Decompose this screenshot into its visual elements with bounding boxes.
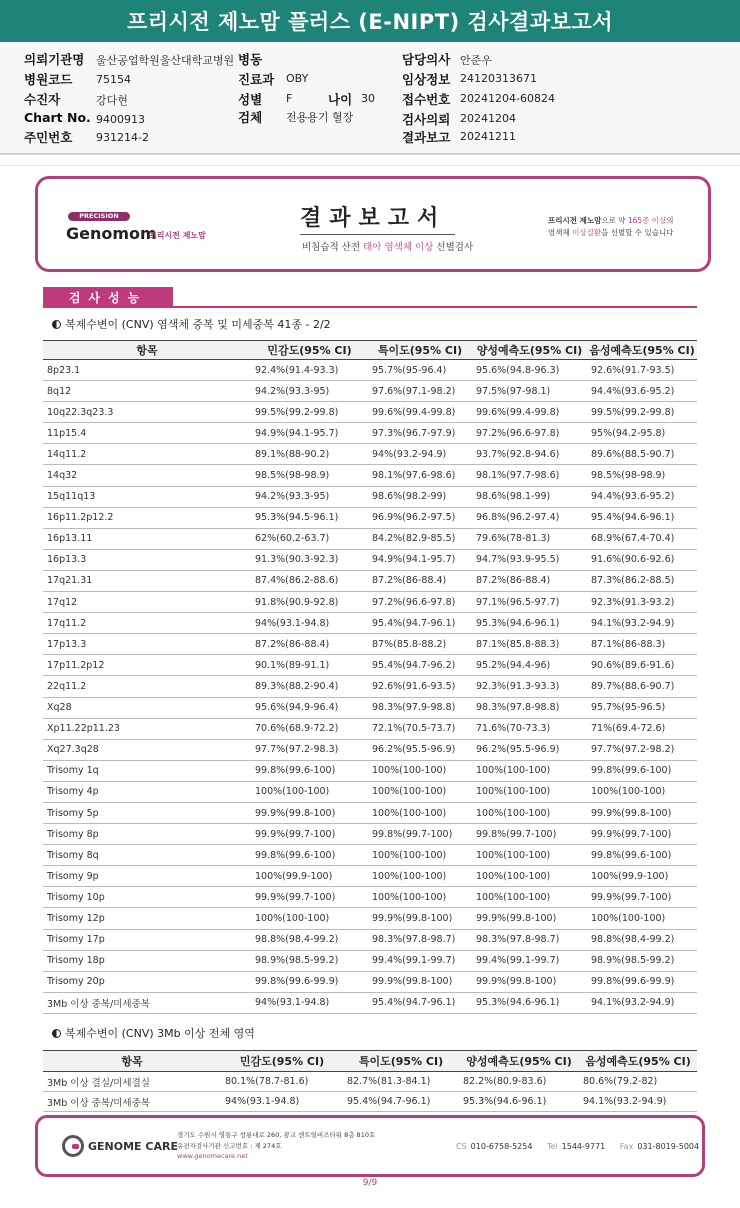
report-main-title: 프리시전 제노맘 플러스 (E-NIPT) 검사결과보고서 — [127, 10, 613, 34]
metric-cell: 94%(93.2-94.9) — [368, 444, 472, 465]
metric-cell: 97.3%(96.7-97.9) — [368, 423, 472, 444]
item-cell: 16p13.11 — [43, 528, 251, 549]
metric-cell: 89.7%(88.6-90.7) — [587, 676, 697, 697]
metric-cell: 95.7%(95-96.5) — [587, 697, 697, 718]
table-row — [43, 444, 697, 465]
metric-cell: 99.9%(99.7-100) — [251, 824, 368, 845]
metric-cell: 99.4%(99.1-99.7) — [472, 950, 587, 971]
metric-cell: 98.3%(97.8-98.7) — [472, 929, 587, 950]
metric-cell: 99.8%(99.6-100) — [251, 845, 368, 866]
item-cell: Trisomy 17p — [43, 929, 251, 950]
item-cell: Xq28 — [43, 697, 251, 718]
table-row — [43, 739, 697, 760]
ward-label: 병동 — [238, 52, 263, 67]
hospital-code-label: 병원코드 — [24, 72, 73, 87]
metric-cell: 95.3%(94.6-96.1) — [459, 1092, 579, 1112]
item-cell: Trisomy 1q — [43, 760, 251, 781]
note-text-d: 을 선별할 수 있습니다 — [601, 228, 674, 237]
metric-cell: 95.4%(94.7-96.2) — [368, 655, 472, 676]
sex-label: 성별 — [238, 92, 263, 107]
item-cell: 10q22.3q23.3 — [43, 402, 251, 423]
note-line-2 — [548, 227, 674, 239]
item-cell: 11p15.4 — [43, 423, 251, 444]
metric-cell: 93.7%(92.8-94.6) — [472, 444, 587, 465]
metric-cell: 91.3%(90.3-92.3) — [251, 549, 368, 570]
item-cell: Xq27.3q28 — [43, 739, 251, 760]
metric-cell: 71%(69.4-72.6) — [587, 718, 697, 739]
table-row — [43, 1092, 697, 1112]
receipt-no-value: 20241204-60824 — [460, 92, 555, 105]
metric-cell: 96.8%(96.2-97.4) — [472, 507, 587, 528]
metric-cell: 95.3%(94.6-96.1) — [472, 613, 587, 634]
metric-cell: 95.4%(94.7-96.1) — [343, 1092, 459, 1112]
metric-cell: 98.8%(98.4-99.2) — [587, 929, 697, 950]
metric-cell: 87.1%(86-88.3) — [587, 634, 697, 655]
item-cell: 22q11.2 — [43, 676, 251, 697]
contact-numbers — [456, 1142, 711, 1151]
cnv-3mb-table — [43, 1050, 697, 1112]
metric-cell: 91.8%(90.9-92.8) — [251, 592, 368, 613]
column-header: 음성예측도(95% CI) — [587, 341, 697, 360]
table-row — [43, 1072, 697, 1092]
note-highlight-disease: 이상질환 — [572, 228, 602, 237]
table-row — [43, 634, 697, 655]
metric-cell: 100%(100-100) — [587, 908, 697, 929]
metric-cell: 94%(93.1-94.8) — [221, 1092, 343, 1112]
half-circle-icon — [52, 320, 61, 329]
registration-line: 유전자검사기관 신고번호 : 제 274호 — [177, 1141, 282, 1150]
patient-name-value: 강다현 — [96, 94, 128, 107]
table-header-row — [43, 341, 697, 360]
metric-cell: 94.1%(93.2-94.9) — [579, 1092, 697, 1112]
table-row — [43, 718, 697, 739]
screening-note — [548, 215, 674, 239]
metric-cell: 87%(85.8-88.2) — [368, 634, 472, 655]
table-row — [43, 613, 697, 634]
metric-cell: 89.1%(88-90.2) — [251, 444, 368, 465]
metric-cell: 89.3%(88.2-90.4) — [251, 676, 368, 697]
metric-cell: 80.1%(78.7-81.6) — [221, 1072, 343, 1092]
table2-heading — [52, 1025, 255, 1041]
note-highlight-count: 165종 이상 — [627, 216, 667, 225]
metric-cell: 96.9%(96.2-97.5) — [368, 507, 472, 528]
item-cell: Trisomy 20p — [43, 971, 251, 992]
metric-cell: 71.6%(70-73.3) — [472, 718, 587, 739]
column-header: 음성예측도(95% CI) — [579, 1051, 697, 1072]
metric-cell: 99.8%(99.6-99.9) — [587, 971, 697, 992]
table-row — [43, 781, 697, 802]
doctor-label: 담당의사 — [402, 52, 451, 67]
cs-label: CS — [456, 1142, 467, 1151]
metric-cell: 95.7%(95-96.4) — [368, 360, 472, 381]
metric-cell: 92.4%(91.4-93.3) — [251, 360, 368, 381]
genomom-logo-sub: 프리시전 제노맘 — [149, 231, 206, 240]
metric-cell: 95%(94.2-95.8) — [587, 423, 697, 444]
metric-cell: 82.7%(81.3-84.1) — [343, 1072, 459, 1092]
report-date-label: 결과보고 — [402, 130, 451, 145]
table-header-row — [43, 1051, 697, 1072]
metric-cell: 96.2%(95.5-96.9) — [368, 739, 472, 760]
metric-cell: 99.6%(99.4-99.8) — [368, 402, 472, 423]
item-cell: 17q21.31 — [43, 570, 251, 591]
column-header: 특이도(95% CI) — [368, 341, 472, 360]
report-date-value: 20241211 — [460, 130, 516, 143]
table-row — [43, 971, 697, 992]
table-row — [43, 929, 697, 950]
table-row — [43, 570, 697, 591]
metric-cell: 100%(100-100) — [472, 887, 587, 908]
footer-box — [35, 1115, 705, 1177]
request-date-value: 20241204 — [460, 112, 516, 125]
metric-cell: 99.8%(99.7-100) — [368, 824, 472, 845]
rrn-value: 931214-2 — [96, 131, 149, 144]
item-cell: Trisomy 18p — [43, 950, 251, 971]
metric-cell: 80.6%(79.2-82) — [579, 1072, 697, 1092]
receipt-no-label: 접수번호 — [402, 92, 451, 107]
metric-cell: 99.9%(99.8-100) — [368, 971, 472, 992]
item-cell: Trisomy 5p — [43, 802, 251, 823]
metric-cell: 94.2%(93.3-95) — [251, 381, 368, 402]
table-row — [43, 402, 697, 423]
subtitle-highlight: 태아 염색체 이상 — [363, 242, 434, 253]
table-row — [43, 360, 697, 381]
metric-cell: 99.6%(99.4-99.8) — [472, 402, 587, 423]
table-row — [43, 592, 697, 613]
item-cell: 17p13.3 — [43, 634, 251, 655]
metric-cell: 87.2%(86-88.4) — [368, 570, 472, 591]
tel-number: 1544-9771 — [561, 1142, 606, 1151]
metric-cell: 100%(100-100) — [587, 781, 697, 802]
metric-cell: 92.3%(91.3-93.2) — [587, 592, 697, 613]
metric-cell: 99.9%(99.8-100) — [587, 802, 697, 823]
metric-cell: 98.3%(97.9-98.8) — [368, 697, 472, 718]
table-row — [43, 697, 697, 718]
metric-cell: 100%(100-100) — [368, 802, 472, 823]
item-cell: Xp11.22p11.23 — [43, 718, 251, 739]
metric-cell: 97.7%(97.2-98.3) — [251, 739, 368, 760]
item-cell: 3Mb 이상 중복/미세중복 — [43, 992, 251, 1013]
rrn-label: 주민번호 — [24, 130, 73, 145]
result-report-heading: 결과보고서 — [300, 206, 447, 231]
metric-cell: 98.1%(97.6-98.6) — [368, 465, 472, 486]
metric-cell: 99.5%(99.2-99.8) — [251, 402, 368, 423]
fax-number: 031-8019-5004 — [637, 1142, 700, 1151]
item-cell: 14q32 — [43, 465, 251, 486]
metric-cell: 87.4%(86.2-88.6) — [251, 570, 368, 591]
metric-cell: 100%(100-100) — [472, 802, 587, 823]
precision-badge: PRECISION — [68, 212, 130, 221]
metric-cell: 100%(99.9-100) — [587, 866, 697, 887]
metric-cell: 82.2%(80.9-83.6) — [459, 1072, 579, 1092]
metric-cell: 99.8%(99.6-100) — [251, 760, 368, 781]
metric-cell: 99.9%(99.8-100) — [368, 908, 472, 929]
patient-name-label: 수진자 — [24, 92, 61, 107]
metric-cell: 98.9%(98.5-99.2) — [251, 950, 368, 971]
metric-cell: 94.7%(93.9-95.5) — [472, 549, 587, 570]
metric-cell: 98.3%(97.8-98.7) — [368, 929, 472, 950]
address-line: 경기도 수원시 영통구 창룡대로 260, 광교 센트럴비즈타워 8층 810호 — [177, 1131, 376, 1139]
department-value: OBY — [286, 72, 309, 85]
metric-cell: 95.4%(94.7-96.1) — [368, 992, 472, 1013]
chart-no-label: Chart No. — [24, 110, 91, 125]
metric-cell: 94%(93.1-94.8) — [251, 992, 368, 1013]
patient-info-panel — [0, 42, 740, 155]
metric-cell: 95.4%(94.6-96.1) — [587, 507, 697, 528]
metric-cell: 98.1%(97.7-98.6) — [472, 465, 587, 486]
metric-cell: 100%(100-100) — [368, 781, 472, 802]
heading-underline — [300, 234, 455, 235]
table-row — [43, 950, 697, 971]
metric-cell: 87.2%(86-88.4) — [251, 634, 368, 655]
item-cell: 3Mb 이상 결실/미세결실 — [43, 1072, 221, 1092]
column-header: 특이도(95% CI) — [343, 1051, 459, 1072]
metric-cell: 99.9%(99.8-100) — [472, 908, 587, 929]
metric-cell: 94.4%(93.6-95.2) — [587, 486, 697, 507]
metric-cell: 97.6%(97.1-98.2) — [368, 381, 472, 402]
table-row — [43, 486, 697, 507]
metric-cell: 100%(100-100) — [368, 760, 472, 781]
chart-no-value: 9400913 — [96, 113, 145, 126]
genome-care-logo-icon — [62, 1135, 84, 1157]
metric-cell: 97.5%(97-98.1) — [472, 381, 587, 402]
fax-label: Fax — [619, 1142, 634, 1151]
table-row — [43, 824, 697, 845]
column-header: 민감도(95% CI) — [251, 341, 368, 360]
metric-cell: 95.6%(94.9-96.4) — [251, 697, 368, 718]
table-row — [43, 802, 697, 823]
table-row — [43, 655, 697, 676]
table-row — [43, 887, 697, 908]
half-circle-icon — [52, 1029, 61, 1038]
metric-cell: 97.7%(97.2-98.2) — [587, 739, 697, 760]
metric-cell: 89.6%(88.5-90.7) — [587, 444, 697, 465]
section-tab-performance: 검사성능 — [43, 287, 173, 307]
metric-cell: 96.2%(95.5-96.9) — [472, 739, 587, 760]
table-row — [43, 528, 697, 549]
metric-cell: 94.1%(93.2-94.9) — [587, 613, 697, 634]
metric-cell: 70.6%(68.9-72.2) — [251, 718, 368, 739]
metric-cell: 100%(100-100) — [472, 845, 587, 866]
metric-cell: 100%(100-100) — [251, 908, 368, 929]
metric-cell: 62%(60.2-63.7) — [251, 528, 368, 549]
note-brand: 프리시전 제노맘 — [548, 216, 602, 225]
metric-cell: 68.9%(67.4-70.4) — [587, 528, 697, 549]
table-row — [43, 992, 697, 1013]
item-cell: 16p11.2p12.2 — [43, 507, 251, 528]
metric-cell: 98.8%(98.4-99.2) — [251, 929, 368, 950]
genomom-logo: Genomom — [66, 224, 157, 243]
table-row — [43, 866, 697, 887]
table-row — [43, 423, 697, 444]
item-cell: Trisomy 9p — [43, 866, 251, 887]
department-label: 진료과 — [238, 72, 275, 87]
metric-cell: 99.8%(99.6-99.9) — [251, 971, 368, 992]
item-cell: Trisomy 4p — [43, 781, 251, 802]
item-cell: 17q12 — [43, 592, 251, 613]
metric-cell: 99.8%(99.6-100) — [587, 845, 697, 866]
table-row — [43, 465, 697, 486]
metric-cell: 95.3%(94.5-96.1) — [251, 507, 368, 528]
column-header: 민감도(95% CI) — [221, 1051, 343, 1072]
age-label: 나이 — [328, 92, 353, 107]
metric-cell: 99.9%(99.7-100) — [587, 824, 697, 845]
clinical-info-label: 임상정보 — [402, 72, 451, 87]
page-number: 9/9 — [362, 1178, 378, 1188]
metric-cell: 95.3%(94.6-96.1) — [472, 992, 587, 1013]
item-cell: 17q11.2 — [43, 613, 251, 634]
item-cell: Trisomy 8p — [43, 824, 251, 845]
table-row — [43, 760, 697, 781]
metric-cell: 94.9%(94.1-95.7) — [368, 549, 472, 570]
report-header-box — [35, 176, 711, 272]
institution-label: 의뢰기관명 — [24, 52, 85, 67]
metric-cell: 87.2%(86-88.4) — [472, 570, 587, 591]
metric-cell: 99.4%(99.1-99.7) — [368, 950, 472, 971]
note-text-c: 염색체 — [548, 228, 573, 237]
clinical-info-value: 24120313671 — [460, 72, 537, 85]
metric-cell: 99.8%(99.6-100) — [587, 760, 697, 781]
institution-value: 울산공업학원울산대학교병원 — [96, 54, 235, 67]
column-header: 항목 — [43, 341, 251, 360]
table2-heading-text: 복제수변이 (CNV) 3Mb 이상 전체 영역 — [65, 1027, 255, 1040]
column-header: 양성예측도(95% CI) — [472, 341, 587, 360]
table-row — [43, 676, 697, 697]
metric-cell: 99.9%(99.7-100) — [251, 887, 368, 908]
metric-cell: 98.6%(98.2-99) — [368, 486, 472, 507]
hospital-code-value: 75154 — [96, 73, 131, 86]
metric-cell: 98.6%(98.1-99) — [472, 486, 587, 507]
table-row — [43, 507, 697, 528]
column-header: 양성예측도(95% CI) — [459, 1051, 579, 1072]
item-cell: Trisomy 12p — [43, 908, 251, 929]
age-value: 30 — [361, 92, 375, 105]
item-cell: 15q11q13 — [43, 486, 251, 507]
metric-cell: 92.3%(91.3-93.3) — [472, 676, 587, 697]
item-cell: 3Mb 이상 중복/미세중복 — [43, 1092, 221, 1112]
metric-cell: 87.1%(85.8-88.3) — [472, 634, 587, 655]
metric-cell: 100%(100-100) — [472, 866, 587, 887]
metric-cell: 100%(100-100) — [472, 760, 587, 781]
metric-cell: 99.9%(99.8-100) — [472, 971, 587, 992]
item-cell: 14q11.2 — [43, 444, 251, 465]
website-link[interactable]: www.genomecare.net — [177, 1152, 248, 1160]
metric-cell: 90.6%(89.6-91.6) — [587, 655, 697, 676]
metric-cell: 97.2%(96.6-97.8) — [472, 423, 587, 444]
metric-cell: 98.9%(98.5-99.2) — [587, 950, 697, 971]
company-name: GENOME CARE — [88, 1140, 178, 1153]
cs-number: 010-6758-5254 — [470, 1142, 533, 1151]
table-row — [43, 845, 697, 866]
metric-cell: 100%(100-100) — [251, 781, 368, 802]
company-address — [177, 1130, 375, 1162]
metric-cell: 87.3%(86.2-88.5) — [587, 570, 697, 591]
metric-cell: 98.5%(98-98.9) — [587, 465, 697, 486]
metric-cell: 94.9%(94.1-95.7) — [251, 423, 368, 444]
item-cell: Trisomy 8q — [43, 845, 251, 866]
subtitle-post: 선별검사 — [433, 242, 474, 253]
metric-cell: 100%(100-100) — [472, 781, 587, 802]
metric-cell: 95.6%(94.8-96.3) — [472, 360, 587, 381]
metric-cell: 91.6%(90.6-92.6) — [587, 549, 697, 570]
tel-label: Tel — [546, 1142, 558, 1151]
subtitle-pre: 비침습적 산전 — [302, 242, 364, 253]
metric-cell: 94.2%(93.3-95) — [251, 486, 368, 507]
table-row — [43, 908, 697, 929]
metric-cell: 72.1%(70.5-73.7) — [368, 718, 472, 739]
table1-heading-text: 복제수변이 (CNV) 염색체 중복 및 미세중복 41종 - 2/2 — [65, 318, 331, 331]
metric-cell: 94%(93.1-94.8) — [251, 613, 368, 634]
metric-cell: 92.6%(91.6-93.5) — [368, 676, 472, 697]
table-row — [43, 381, 697, 402]
metric-cell: 99.8%(99.7-100) — [472, 824, 587, 845]
doctor-value: 안준우 — [460, 54, 492, 67]
item-cell: Trisomy 10p — [43, 887, 251, 908]
metric-cell: 90.1%(89-91.1) — [251, 655, 368, 676]
specimen-label: 검체 — [238, 110, 263, 125]
metric-cell: 84.2%(82.9-85.5) — [368, 528, 472, 549]
metric-cell: 98.3%(97.8-98.8) — [472, 697, 587, 718]
metric-cell: 95.4%(94.7-96.1) — [368, 613, 472, 634]
item-cell: 16p13.3 — [43, 549, 251, 570]
column-header: 항목 — [43, 1051, 221, 1072]
metric-cell: 99.9%(99.8-100) — [251, 802, 368, 823]
note-line-1 — [548, 215, 674, 227]
metric-cell: 98.5%(98-98.9) — [251, 465, 368, 486]
report-subtitle — [302, 239, 473, 253]
request-date-label: 검사의뢰 — [402, 112, 451, 127]
metric-cell: 97.1%(96.5-97.7) — [472, 592, 587, 613]
metric-cell: 100%(100-100) — [368, 845, 472, 866]
item-cell: 8q12 — [43, 381, 251, 402]
metric-cell: 100%(99.9-100) — [251, 866, 368, 887]
metric-cell: 94.1%(93.2-94.9) — [587, 992, 697, 1013]
metric-cell: 99.5%(99.2-99.8) — [587, 402, 697, 423]
cnv-duplication-table — [43, 340, 697, 1014]
metric-cell: 92.6%(91.7-93.5) — [587, 360, 697, 381]
item-cell: 8p23.1 — [43, 360, 251, 381]
metric-cell: 95.2%(94.4-96) — [472, 655, 587, 676]
metric-cell: 100%(100-100) — [368, 866, 472, 887]
metric-cell: 94.4%(93.6-95.2) — [587, 381, 697, 402]
metric-cell: 99.9%(99.7-100) — [587, 887, 697, 908]
metric-cell: 100%(100-100) — [368, 887, 472, 908]
metric-cell: 97.2%(96.6-97.8) — [368, 592, 472, 613]
note-text-b: 의 — [666, 216, 674, 225]
table-row — [43, 549, 697, 570]
metric-cell: 79.6%(78-81.3) — [472, 528, 587, 549]
item-cell: 17p11.2p12 — [43, 655, 251, 676]
note-text-a: 으로 약 — [601, 216, 628, 225]
sex-value: F — [286, 92, 293, 105]
table1-heading — [52, 316, 331, 332]
section-divider — [43, 306, 697, 308]
report-title-bar — [0, 0, 740, 42]
specimen-value: 전용용기 혈장 — [286, 111, 354, 124]
